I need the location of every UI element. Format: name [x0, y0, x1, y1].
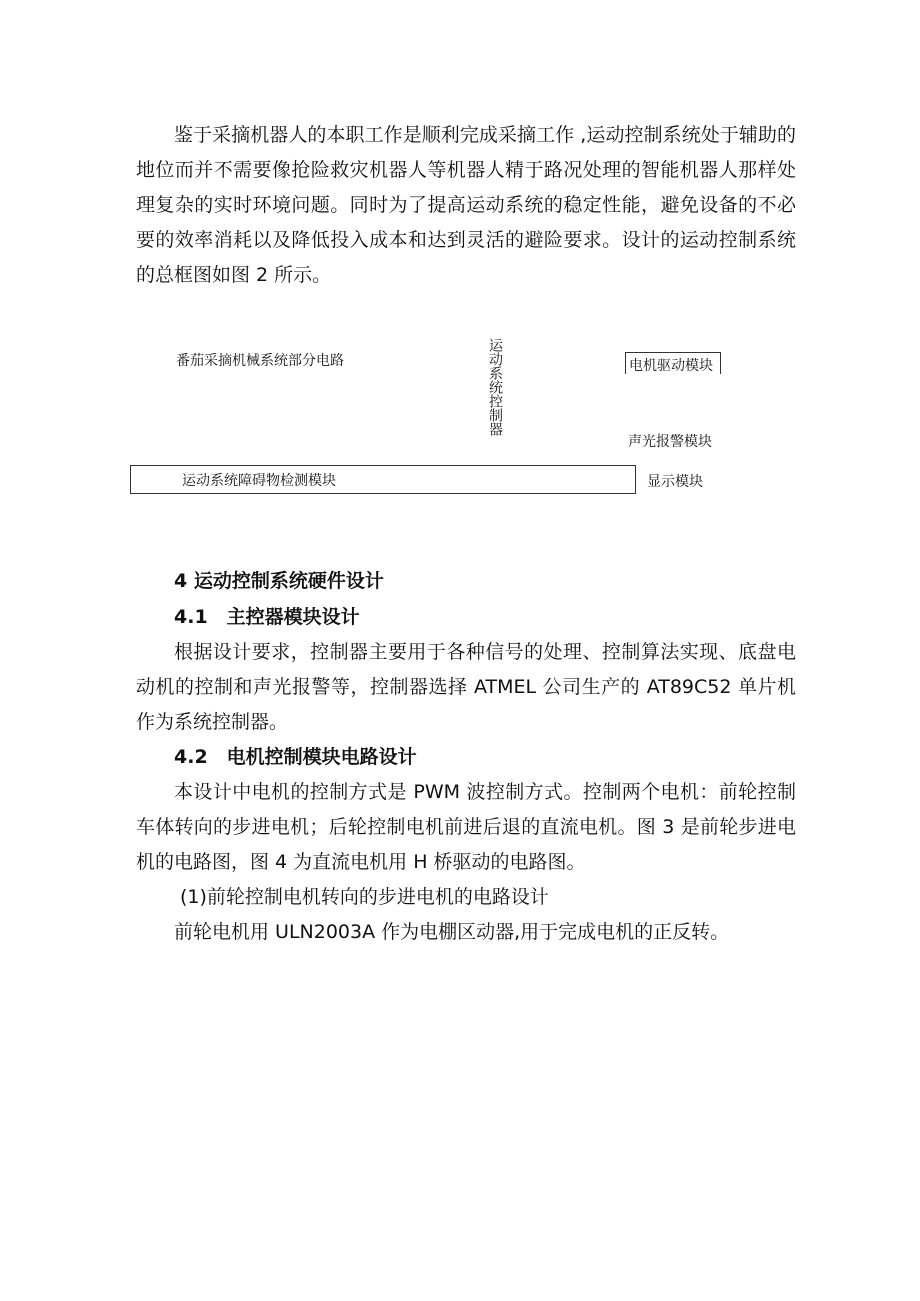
diagram-alarm-label: 声光报警模块 — [628, 434, 712, 450]
section-4-1-paragraph: 根据设计要求，控制器主要用于各种信号的处理、控制算法实现、底盘电动机的控制和声光报警等，控制器选择 ATMEL 公司生产的 AT89C52 单片机作为系统控制器。 — [136, 641, 796, 733]
intro-paragraph: 鉴于采摘机器人的本职工作是顺利完成采摘工作 ,运动控制系统处于辅助的地位而并不需要像抢险救灾机器人等机器人精于路况处理的智能机器人那样处理复杂的实时环境问题。同时为了提高运动系统的稳定性能，避免设备的不必要的效率消耗以及降低投入成本和达到灵活的避险要求。设计的运动控制系统的总框图如图 2 所示。 — [136, 124, 796, 286]
section-4-2-paragraph: 本设计中电机的控制方式是 PWM 波控制方式。控制两个电机：前轮控制车体转向的步进电机；后轮控制电机前进后退的直流电机。图 3 是前轮步进电机的电路图，图 4 为直流电机用 H 桥驱动的电路图。 — [136, 781, 796, 873]
subsection-1-heading: (1)前轮控制电机转向的步进电机的电路设计 — [180, 886, 549, 908]
diagram-display-label: 显示模块 — [647, 474, 703, 490]
diagram-center-label: 运动系统控制器 — [487, 338, 503, 436]
section-4-heading: 4 运动控制系统硬件设计 — [174, 570, 384, 592]
diagram-motor-label: 电机驱动模块 — [629, 358, 713, 374]
diagram-left-label: 番茄采摘机械系统部分电路 — [176, 353, 344, 369]
diagram-obstacle-label: 运动系统障碍物检测模块 — [182, 473, 336, 489]
section-4-2-heading: 4.2 电机控制模块电路设计 — [174, 746, 417, 768]
section-4-1-heading: 4.1 主控器模块设计 — [174, 606, 360, 628]
subsection-1-paragraph: 前轮电机用 ULN2003A 作为电棚区动器,用于完成电机的正反转。 — [174, 921, 730, 943]
